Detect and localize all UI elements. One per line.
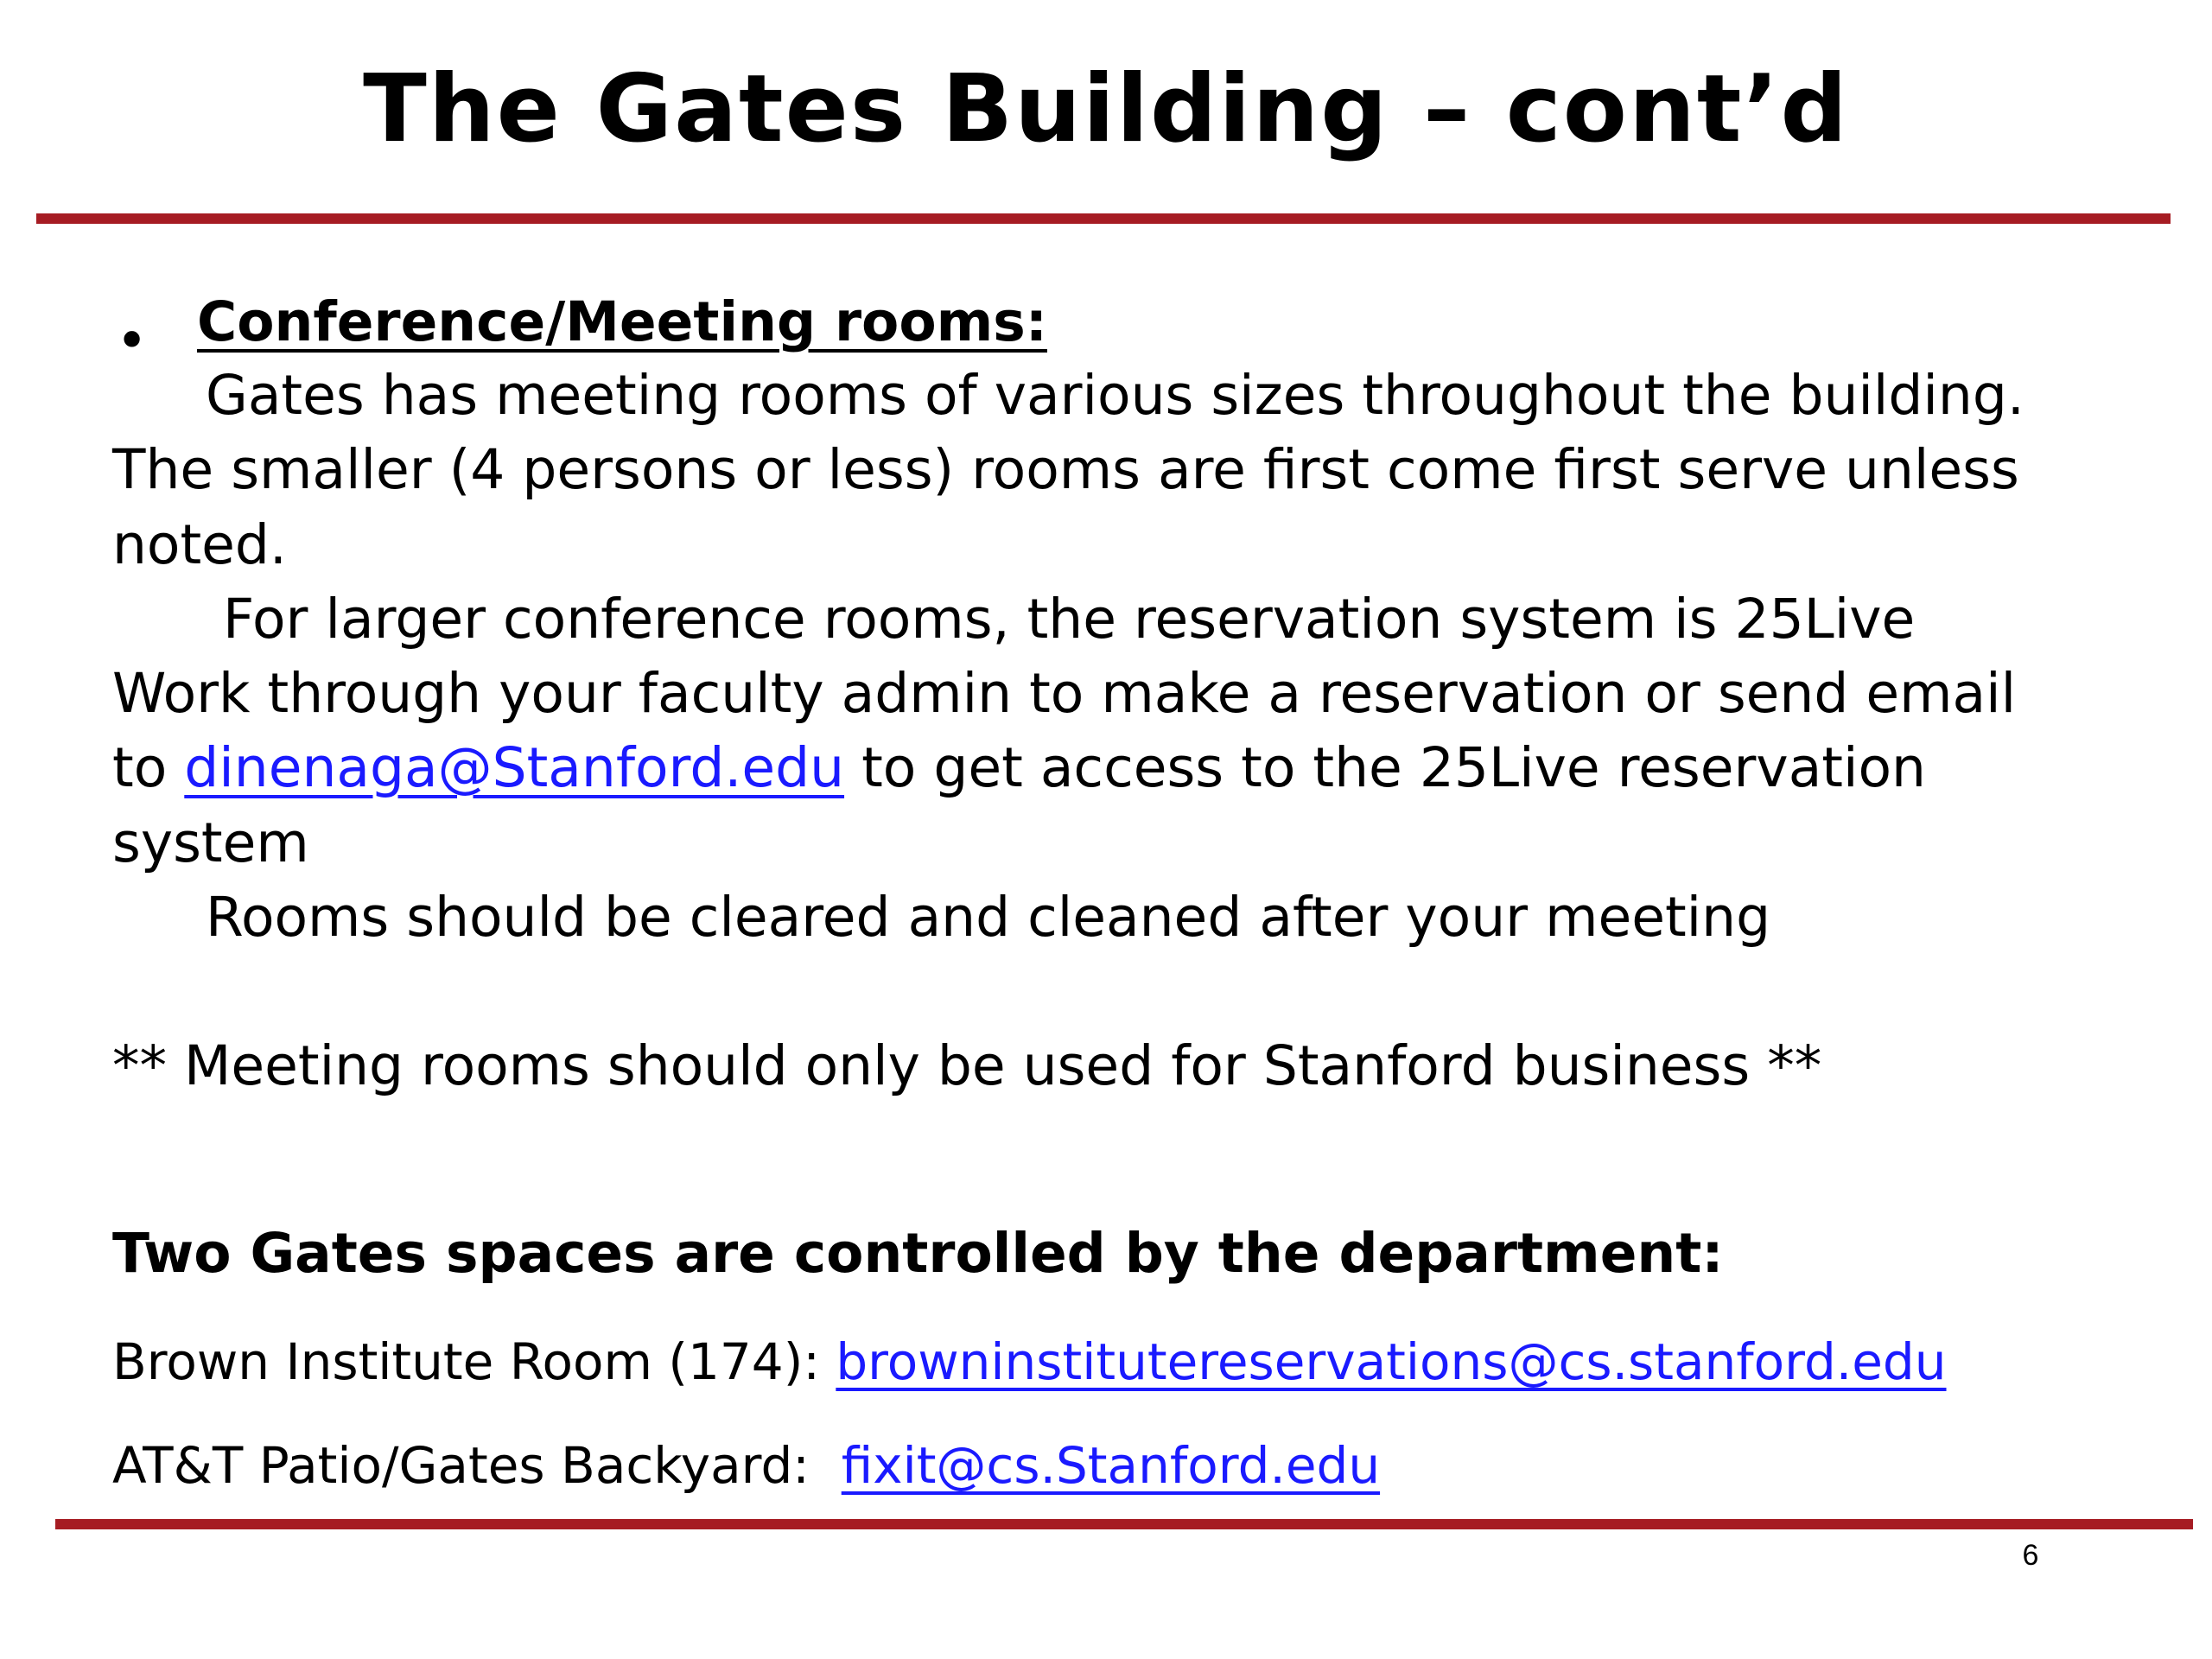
paragraph-line: For larger conference rooms, the reservation system is 25Live	[223, 588, 1916, 651]
paragraph-line: system	[112, 811, 309, 874]
paragraph-line: Rooms should be cleared and cleaned after your meeting	[206, 886, 1771, 949]
space-label: Brown Institute Room (174):	[112, 1332, 836, 1391]
paragraph-line	[112, 731, 1926, 805]
email-link-dinenaga[interactable]: dinenaga@Stanford.edu	[184, 736, 845, 799]
paragraph-line: Work through your faculty admin to make a reservation or send email	[112, 662, 2017, 725]
email-link-fixit[interactable]: fixit@cs.Stanford.edu	[841, 1436, 1381, 1495]
space-row-att-patio	[112, 1431, 1380, 1500]
title-divider	[36, 213, 2171, 224]
paragraph-line: Gates has meeting rooms of various sizes throughout the building.	[206, 364, 2024, 427]
controlled-spaces-heading: Two Gates spaces are controlled by the department:	[112, 1222, 1724, 1285]
bullet-dot: •	[116, 309, 149, 372]
space-label: AT&T Patio/Gates Backyard:	[112, 1436, 842, 1495]
paragraph-line: The smaller (4 persons or less) rooms are first come first serve unless	[112, 438, 2019, 501]
paragraph-line: noted.	[112, 513, 287, 576]
page-number: 6	[2022, 1539, 2039, 1572]
paragraph-text: to get access to the 25Live reservation	[844, 736, 1926, 799]
slide-title: The Gates Building – cont’d	[363, 55, 1849, 163]
bullet-heading: Conference/Meeting rooms:	[197, 290, 1047, 353]
space-row-brown-institute	[112, 1327, 1947, 1396]
email-link-brown-institute[interactable]: browninstitutereservations@cs.stanford.edu	[836, 1332, 1947, 1391]
paragraph-text: to	[112, 736, 185, 799]
footer-divider	[55, 1519, 2193, 1529]
business-use-note: ** Meeting rooms should only be used for Stanford business **	[112, 1034, 1822, 1097]
